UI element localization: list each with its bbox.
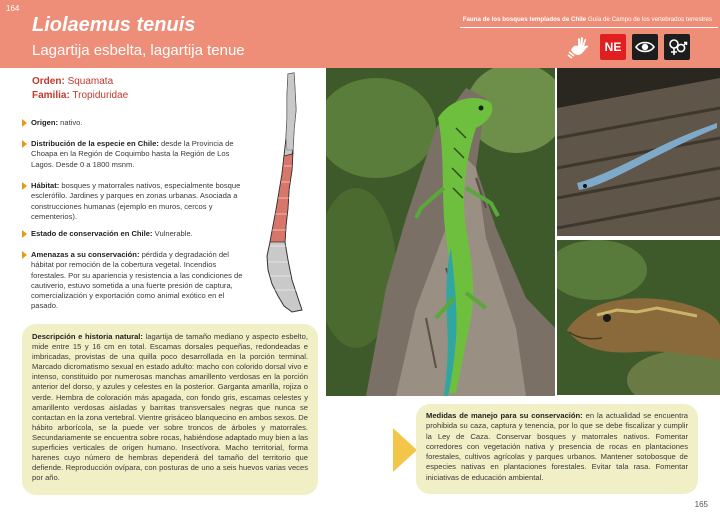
hand-print-icon [566,34,592,60]
taxonomy-block [32,75,128,103]
info-origin [22,118,250,128]
page-number-right: 165 [694,500,708,509]
distribution-text: desde la Provincia de Choapa en la Región de Coquimbo hasta la Región de Los Lagos. Desde 0 a 1800 msnm. [31,139,234,169]
sex-symbols-icon [664,34,690,60]
threats-label: Amenazas a su conservación: [31,250,140,259]
habitat-label: Hábitat: [31,181,60,190]
order-line [32,75,128,89]
bullet-arrow-icon [22,251,27,259]
ne-status-badge: NE [600,34,626,60]
management-arrow-icon [393,428,417,472]
distribution-map [258,70,308,315]
order-value: Squamata [67,76,114,87]
bullet-arrow-icon [22,140,27,148]
threats-text: pérdida y degradación del hábitat por remoción de la cobertura vegetal. Incendios forestales. Por su apariencia y resistencia a las condiciones de cautiverio, estuvo sometida a una fuerte presión de captura, comercialización y exportación como animal exótico en el pasado. [31,250,243,311]
info-habitat [22,181,250,222]
description-label: Descripción e historia natural: [32,332,143,341]
main-lizard-photo [326,68,555,396]
family-line [32,89,128,103]
habitat-text: bosques y matorrales nativos, especialmente bosque esclerófilo. Jardines y parques en zonas urbanas. Asociada a construcciones humanas (ejemplo en muros, cercos y cementerios). [31,181,241,221]
header-divider [460,27,718,28]
species-scientific-name: Liolaemus tenuis [32,14,196,36]
bullet-arrow-icon [22,182,27,190]
conservation-status-label: Estado de conservación en Chile: [31,229,153,238]
order-label: Orden: [32,76,65,87]
description-box [22,324,318,495]
species-common-name: Lagartija esbelta, lagartija tenue [32,42,245,59]
family-label: Familia: [32,90,70,101]
lizard-head-closeup-photo [557,240,720,395]
book-title [463,16,712,23]
origin-text: nativo. [58,118,83,127]
book-title-rest: Guía de Campo de los vertebrados terrestres [586,16,712,23]
page-number-left: 164 [6,4,20,13]
info-distribution [22,139,250,170]
description-text: lagartija de tamaño mediano y aspecto esbelto, mide entre 15 y 16 cm en total. Escamas dorsales pequeñas, redondeadas e imbricadas, provistas de una quilla poco desarrollada en la porción terminal. Marcado dicromatismo sexual en estado adulto: macho con colorido dorsal vivo e intenso, constituido por numerosas manchas amarillento verdosas en la porción anterior del dorso, y azules y celestes en la posterior. Garganta amarilla, rojiza o verde. Hembra de coloración más apagada, con fondo gris, escamas celestes y amarillento verdosas aisladas y barritas transversales negras que nunca se contactan en la zona vertebral. Vientre grisáceo blanquecino en ambos sexos. De hábito arborícola, se la puede ver sobre troncos de árboles y matorrales. Secundariamente se encuentra sobre rocas, habiéndose adaptado muy bien a las superficies verticales de origen humano. Insectívora. Macho territorial, forma harenes cuyo número de hembras dependerá del tamaño del territorio que defiende. Reproducción ovípara, con posturas de uno a seis huevos varias veces por año. [32,332,308,483]
conservation-status-text: Vulnerable. [152,229,193,238]
origin-label: Origen: [31,118,59,127]
info-threats [22,250,250,312]
bullet-arrow-icon [22,119,27,127]
page-header [0,0,720,68]
lizard-on-bark-photo [557,68,720,236]
eye-icon [632,34,658,60]
bullet-arrow-icon [22,230,27,238]
distribution-label: Distribución de la especie en Chile: [31,139,159,148]
management-label: Medidas de manejo para su conservación: [426,411,583,420]
family-value: Tropiduridae [72,90,129,101]
book-title-bold: Fauna de los bosques templados de Chile [462,16,587,23]
management-box [416,404,698,494]
management-text: en la actualidad se encuentra prohibida su caza, captura y tenencia, por lo que se debe fiscalizar y cumplir la Ley de Caza. Conservar bosques y matorrales nativos. Fomentar corredores con vegetación nativa y presencia de rocas en plantaciones forestales, cultivos agrícolas y parques urbanos. Mantener sotobosque de especies nativas en plantaciones forestales. Evitar tala rasa. Fomentar iniciativas de educación ambiental. [426,411,688,482]
info-conservation-status [22,229,250,239]
